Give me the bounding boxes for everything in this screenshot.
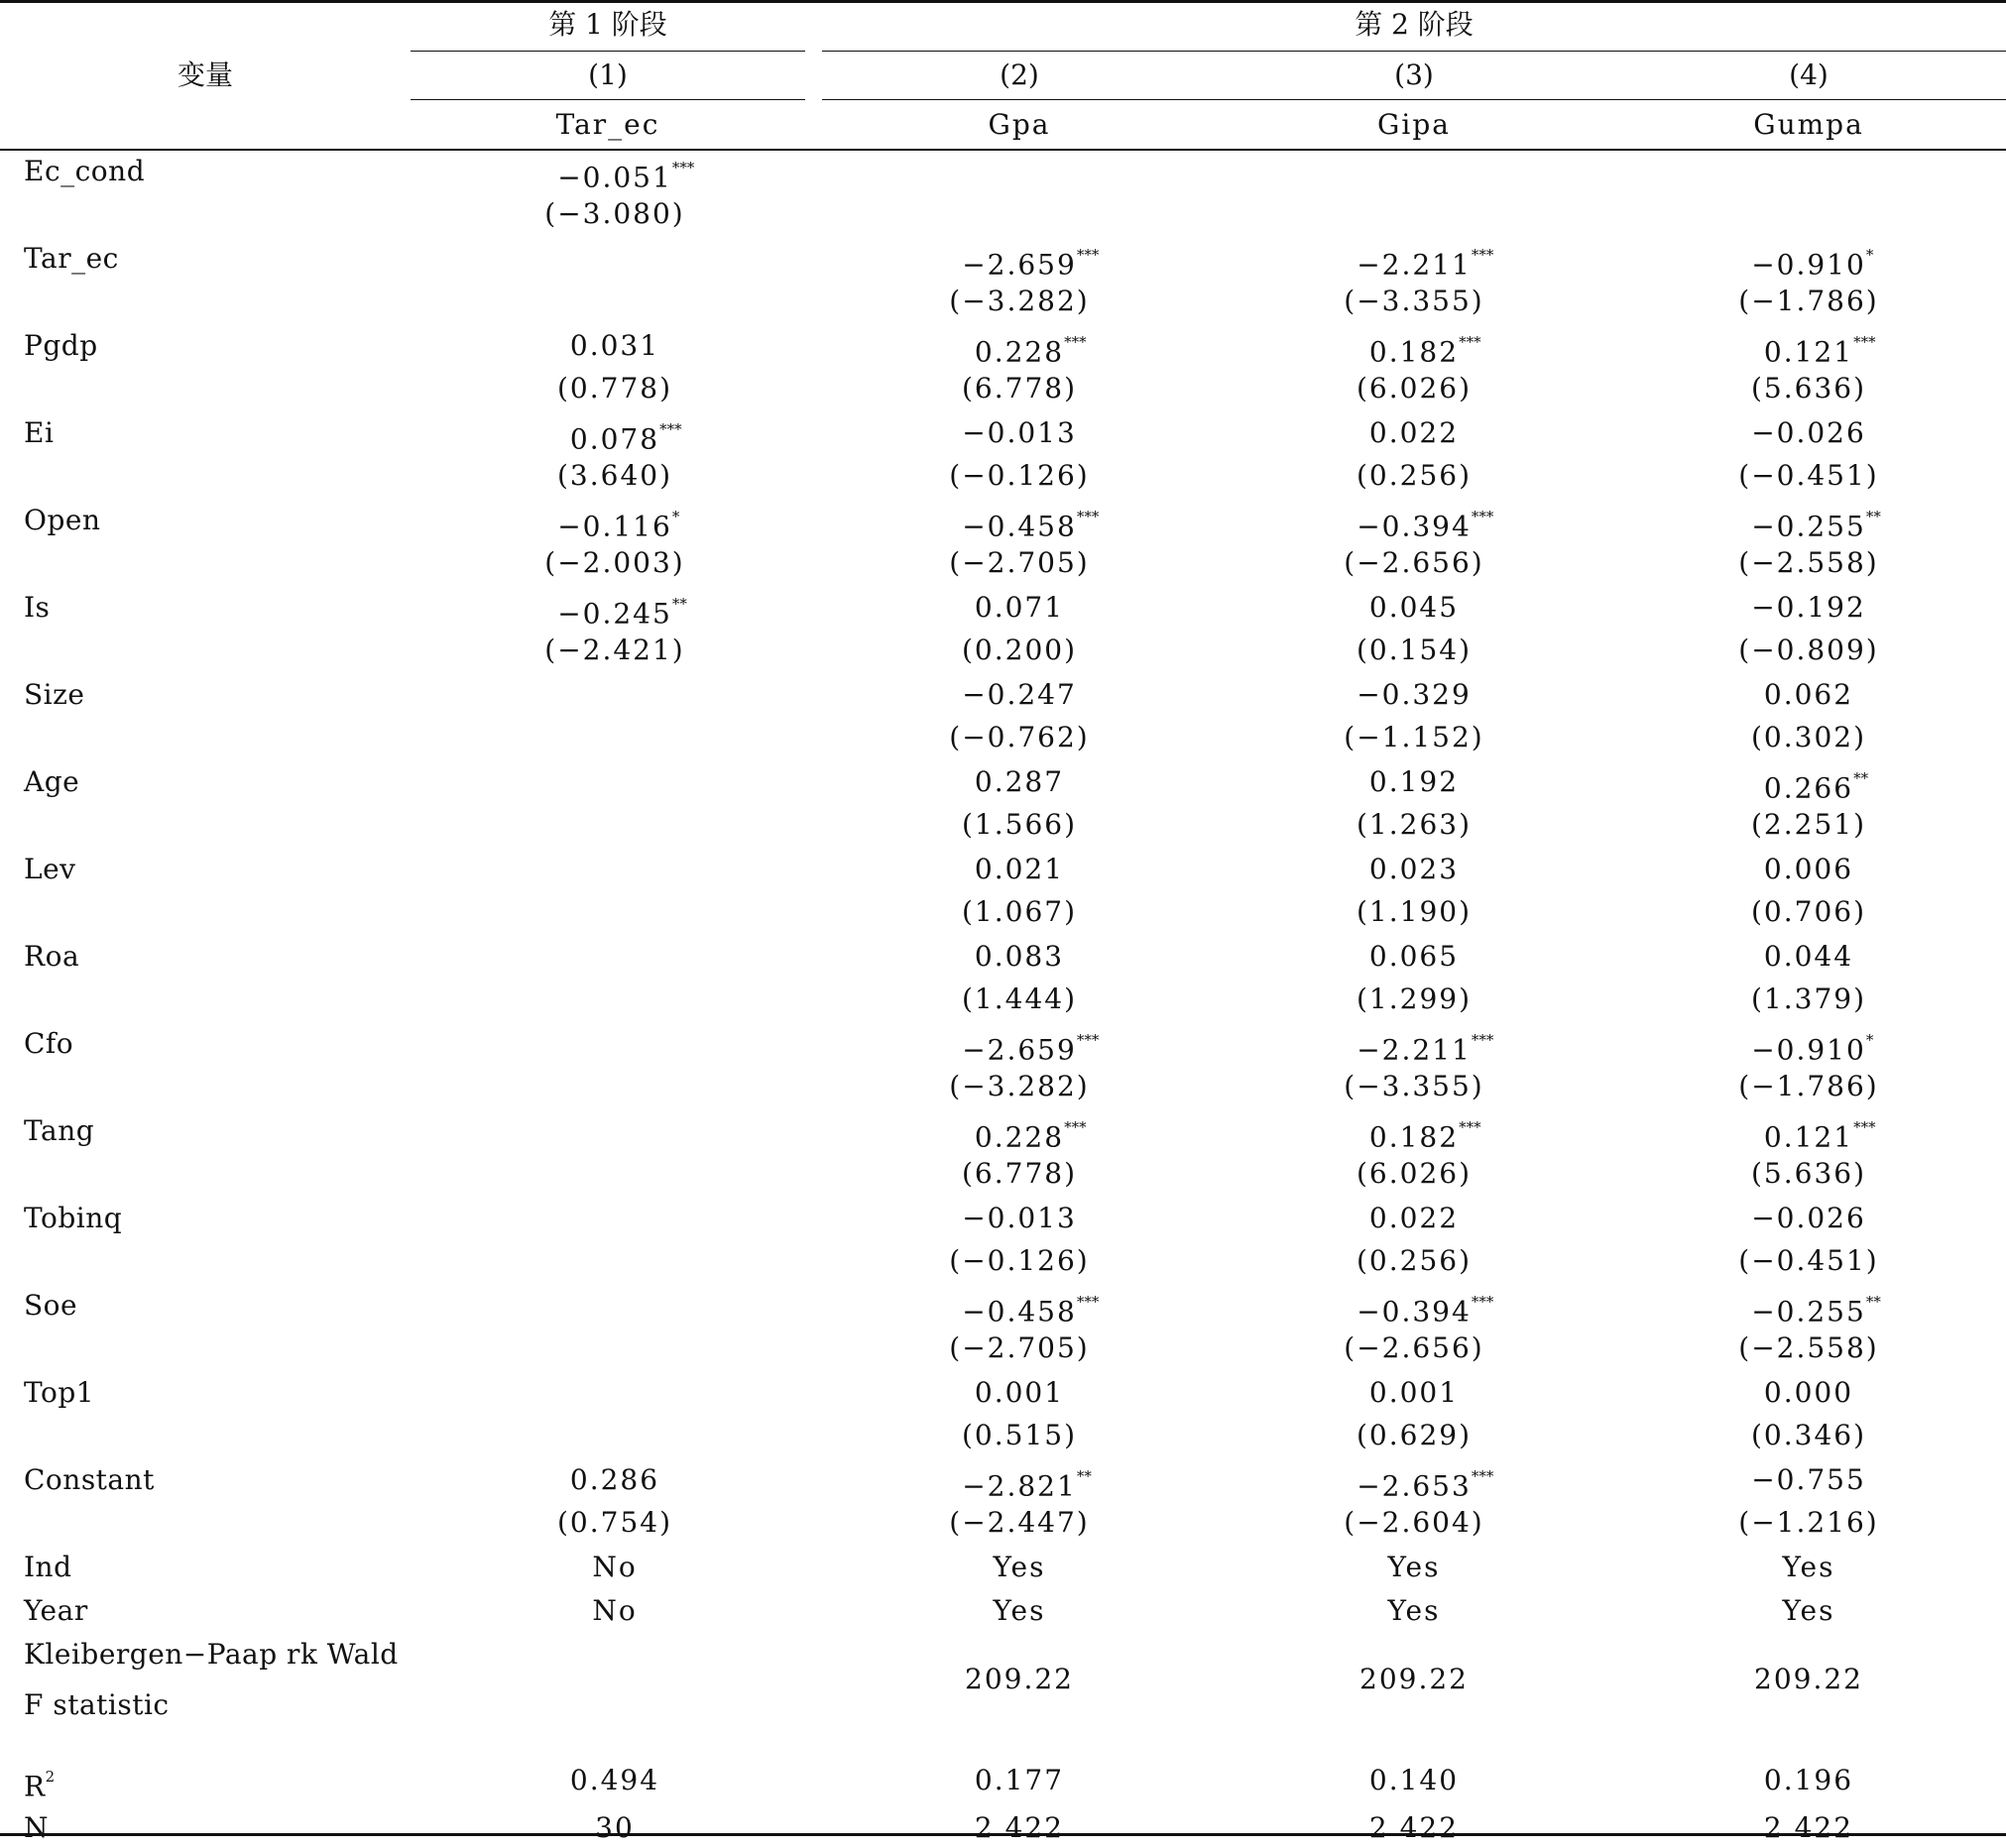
coef-cell: 0.182*** (1368, 1118, 1481, 1154)
coef-cell: −2.659*** (962, 1031, 1100, 1067)
row-label: Age (24, 765, 80, 798)
r2-cell: 0.196 (1763, 1764, 1854, 1796)
coef-cell: −0.329 (1357, 678, 1472, 711)
t-stat-cell: (3.640) (556, 459, 672, 492)
t-stat-cell: (−1.216) (1738, 1506, 1879, 1539)
fixed-effect-label: Year (24, 1594, 88, 1627)
row-label: Roa (24, 940, 80, 973)
t-stat-cell: (1.444) (961, 982, 1077, 1015)
coef-cell: −0.192 (1751, 591, 1866, 624)
header-stage2: 第 2 阶段 (1355, 8, 1474, 41)
coef-cell: 0.287 (974, 765, 1065, 798)
r2-label: $R^2$ (24, 1768, 56, 1803)
models-underline (822, 99, 2006, 100)
row-label: Top1 (24, 1376, 95, 1409)
stage1-underline (411, 51, 805, 52)
t-stat-cell: (−1.152) (1344, 721, 1484, 753)
model1-underline (411, 99, 805, 100)
t-stat-cell: (−2.421) (544, 634, 685, 666)
t-stat-cell: (−2.447) (949, 1506, 1090, 1539)
row-label: Open (24, 504, 101, 536)
n-cell: 2 422 (1368, 1811, 1460, 1844)
coef-cell: −0.247 (962, 678, 1077, 711)
top-rule (0, 0, 2006, 3)
r2-cell: 0.177 (974, 1764, 1065, 1796)
coef-cell: 0.266** (1763, 769, 1869, 805)
t-stat-cell: (1.299) (1356, 982, 1472, 1015)
t-stat-cell: (0.154) (1356, 634, 1472, 666)
coef-cell: 0.045 (1368, 591, 1460, 624)
coef-cell: −0.255** (1751, 508, 1881, 543)
header-model-2: (2) (1000, 58, 1039, 91)
row-label: Lev (24, 853, 76, 885)
r2-cell: 0.494 (569, 1764, 660, 1796)
row-label: Ec_cond (24, 155, 146, 187)
t-stat-cell: (1.566) (961, 808, 1077, 841)
coef-cell: 0.192 (1368, 765, 1460, 798)
coef-cell: 0.083 (974, 940, 1065, 973)
t-stat-cell: (−2.656) (1344, 1331, 1484, 1364)
t-stat-cell: (0.778) (556, 372, 672, 404)
t-stat-cell: (0.256) (1356, 1244, 1472, 1277)
row-label: Pgdp (24, 329, 98, 362)
t-stat-cell: (−3.080) (544, 197, 685, 230)
t-stat-cell: (6.026) (1356, 1157, 1472, 1190)
coef-cell: −0.245** (557, 595, 687, 631)
t-stat-cell: (0.200) (961, 634, 1077, 666)
coef-cell: 0.021 (974, 853, 1065, 885)
coef-cell: 0.022 (1368, 416, 1460, 449)
header-variable: 变量 (177, 58, 233, 91)
t-stat-cell: (5.636) (1750, 1157, 1866, 1190)
row-label: Is (24, 591, 51, 624)
t-stat-cell: (0.706) (1750, 895, 1866, 928)
coef-cell: −0.026 (1751, 416, 1866, 449)
coef-cell: 0.078*** (569, 420, 682, 456)
t-stat-cell: (−2.003) (544, 546, 685, 579)
coef-cell: −0.116* (557, 508, 680, 543)
t-stat-cell: (−0.762) (949, 721, 1090, 753)
t-stat-cell: (−1.786) (1738, 285, 1879, 317)
t-stat-cell: (−3.355) (1344, 1070, 1484, 1102)
header-dep-1: Tar_ec (555, 108, 660, 141)
coef-cell: 0.182*** (1368, 333, 1481, 369)
t-stat-cell: (−1.786) (1738, 1070, 1879, 1102)
t-stat-cell: (−0.126) (949, 1244, 1090, 1277)
t-stat-cell: (−0.809) (1738, 634, 1879, 666)
coef-cell: −2.211*** (1357, 1031, 1494, 1067)
coef-cell: −0.755 (1751, 1463, 1866, 1496)
header-model-3: (3) (1394, 58, 1434, 91)
n-label: N (24, 1811, 49, 1844)
row-label: Cfo (24, 1027, 74, 1060)
coef-cell: −0.013 (962, 416, 1077, 449)
coef-cell: 0.001 (974, 1376, 1065, 1409)
header-bottom-rule (0, 149, 2006, 151)
fixed-effect-cell: No (592, 1551, 638, 1583)
coef-cell: 0.286 (569, 1463, 660, 1496)
header-model-4: (4) (1789, 58, 1829, 91)
row-label: Tobinq (24, 1202, 123, 1234)
t-stat-cell: (−0.451) (1738, 1244, 1879, 1277)
t-stat-cell: (−3.282) (949, 285, 1090, 317)
header-dep-4: Gumpa (1753, 108, 1864, 141)
coef-cell: 0.023 (1368, 853, 1460, 885)
coef-cell: −0.013 (962, 1202, 1077, 1234)
t-stat-cell: (6.778) (961, 1157, 1077, 1190)
t-stat-cell: (1.263) (1356, 808, 1472, 841)
t-stat-cell: (−2.558) (1738, 546, 1879, 579)
row-label: Ei (24, 416, 55, 449)
coef-cell: 0.062 (1763, 678, 1854, 711)
t-stat-cell: (−3.282) (949, 1070, 1090, 1102)
coef-cell: −0.910* (1751, 246, 1874, 282)
header-dep-3: Gipa (1377, 108, 1451, 141)
t-stat-cell: (−0.126) (949, 459, 1090, 492)
row-label: Tang (24, 1114, 95, 1147)
n-cell: 2 422 (974, 1811, 1065, 1844)
t-stat-cell: (6.026) (1356, 372, 1472, 404)
row-label: Tar_ec (24, 242, 119, 275)
t-stat-cell: (6.778) (961, 372, 1077, 404)
t-stat-cell: (1.379) (1750, 982, 1866, 1015)
t-stat-cell: (5.636) (1750, 372, 1866, 404)
fixed-effect-cell: Yes (1387, 1551, 1441, 1583)
fixed-effect-cell: Yes (1782, 1551, 1835, 1583)
kp-stat-cell: 209.22 (1359, 1663, 1469, 1695)
t-stat-cell: (0.346) (1750, 1419, 1866, 1451)
coef-cell: 0.071 (974, 591, 1065, 624)
coef-cell: 0.065 (1368, 940, 1460, 973)
n-cell: 2 422 (1763, 1811, 1854, 1844)
coef-cell: −2.211*** (1357, 246, 1494, 282)
coef-cell: −0.394*** (1357, 508, 1494, 543)
kp-label-line2: F statistic (24, 1688, 170, 1721)
coef-cell: −0.255** (1751, 1293, 1881, 1328)
coef-cell: −2.821** (962, 1467, 1092, 1503)
t-stat-cell: (−2.705) (949, 546, 1090, 579)
fixed-effect-label: Ind (24, 1551, 72, 1583)
kp-stat-cell: 209.22 (1754, 1663, 1863, 1695)
kp-label-line1: Kleibergen−Paap rk Wald (24, 1638, 399, 1671)
coef-cell: 0.000 (1763, 1376, 1854, 1409)
r2-superscript: 2 (45, 1768, 56, 1786)
coef-cell: −0.394*** (1357, 1293, 1494, 1328)
coef-cell: −2.653*** (1357, 1467, 1494, 1503)
coef-cell: −0.051*** (557, 159, 695, 194)
coef-cell: 0.044 (1763, 940, 1854, 973)
t-stat-cell: (0.515) (961, 1419, 1077, 1451)
header-stage1: 第 1 阶段 (548, 8, 667, 41)
coef-cell: 0.228*** (974, 333, 1087, 369)
kp-stat-cell: 209.22 (965, 1663, 1074, 1695)
t-stat-cell: (−2.705) (949, 1331, 1090, 1364)
coef-cell: 0.121*** (1763, 1118, 1876, 1154)
row-label: Constant (24, 1463, 155, 1496)
t-stat-cell: (1.067) (961, 895, 1077, 928)
fixed-effect-cell: Yes (993, 1551, 1046, 1583)
row-label: Size (24, 678, 85, 711)
t-stat-cell: (−2.558) (1738, 1331, 1879, 1364)
fixed-effect-cell: No (592, 1594, 638, 1627)
n-cell: 30 (595, 1811, 635, 1844)
stage2-underline (822, 51, 2006, 52)
coef-cell: 0.121*** (1763, 333, 1876, 369)
t-stat-cell: (0.302) (1750, 721, 1866, 753)
t-stat-cell: (0.256) (1356, 459, 1472, 492)
t-stat-cell: (1.190) (1356, 895, 1472, 928)
coef-cell: 0.006 (1763, 853, 1854, 885)
t-stat-cell: (−2.656) (1344, 546, 1484, 579)
coef-cell: 0.022 (1368, 1202, 1460, 1234)
fixed-effect-cell: Yes (1387, 1594, 1441, 1627)
coef-cell: 0.031 (569, 329, 660, 362)
row-label: Soe (24, 1289, 78, 1322)
header-model-1: (1) (588, 58, 628, 91)
coef-cell: 0.228*** (974, 1118, 1087, 1154)
coef-cell: 0.001 (1368, 1376, 1460, 1409)
coef-cell: −0.910* (1751, 1031, 1874, 1067)
header-dep-2: Gpa (988, 108, 1051, 141)
r2-cell: 0.140 (1368, 1764, 1460, 1796)
coef-cell: −0.458*** (962, 1293, 1100, 1328)
fixed-effect-cell: Yes (1782, 1594, 1835, 1627)
fixed-effect-cell: Yes (993, 1594, 1046, 1627)
coef-cell: −0.458*** (962, 508, 1100, 543)
coef-cell: −2.659*** (962, 246, 1100, 282)
coef-cell: −0.026 (1751, 1202, 1866, 1234)
t-stat-cell: (−0.451) (1738, 459, 1879, 492)
t-stat-cell: (0.754) (556, 1506, 672, 1539)
t-stat-cell: (−3.355) (1344, 285, 1484, 317)
t-stat-cell: (0.629) (1356, 1419, 1472, 1451)
t-stat-cell: (−2.604) (1344, 1506, 1484, 1539)
t-stat-cell: (2.251) (1750, 808, 1866, 841)
